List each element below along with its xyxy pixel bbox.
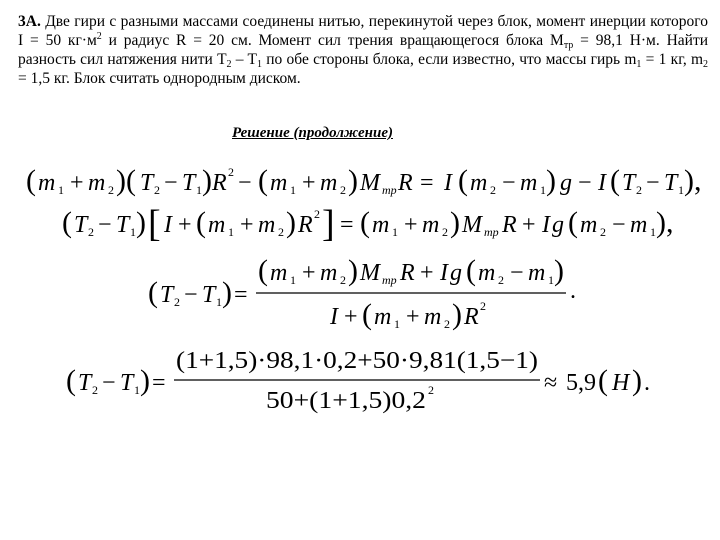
svg-text:1: 1 bbox=[228, 225, 234, 239]
svg-text:m: m bbox=[320, 170, 338, 196]
svg-text:g: g bbox=[560, 170, 572, 196]
svg-text:]: ] bbox=[322, 203, 335, 245]
equation-4 bbox=[66, 348, 650, 414]
svg-text:+: + bbox=[302, 260, 316, 286]
svg-text:1: 1 bbox=[130, 225, 136, 239]
svg-text:+: + bbox=[344, 304, 358, 330]
svg-text:+: + bbox=[420, 260, 434, 286]
svg-text:[: [ bbox=[148, 203, 161, 245]
svg-text:M: M bbox=[360, 170, 380, 196]
svg-text:M: M bbox=[462, 212, 482, 238]
svg-text:(: ( bbox=[196, 206, 206, 239]
svg-text:M: M bbox=[360, 260, 380, 286]
svg-text:m: m bbox=[88, 170, 106, 196]
svg-text:T: T bbox=[202, 282, 216, 308]
svg-text:2: 2 bbox=[340, 183, 346, 197]
svg-text:R: R bbox=[298, 212, 313, 238]
svg-text:2: 2 bbox=[154, 183, 160, 197]
svg-text:R: R bbox=[212, 170, 227, 196]
svg-text:m: m bbox=[422, 212, 440, 238]
svg-text:2: 2 bbox=[278, 225, 284, 239]
equation-1 bbox=[26, 164, 702, 197]
result-value: 5,9 bbox=[566, 370, 596, 396]
svg-text:2: 2 bbox=[480, 299, 486, 313]
svg-text:2: 2 bbox=[228, 165, 234, 179]
svg-text:−: − bbox=[646, 170, 660, 196]
svg-text:T: T bbox=[160, 282, 174, 308]
svg-text:−: − bbox=[164, 170, 178, 196]
svg-text:+: + bbox=[178, 212, 192, 238]
svg-text:=: = bbox=[420, 170, 434, 196]
svg-text:1: 1 bbox=[290, 273, 296, 287]
svg-text:R: R bbox=[502, 212, 517, 238]
svg-text:2: 2 bbox=[92, 383, 98, 397]
svg-text:): ) bbox=[348, 164, 358, 197]
problem-line-2: инерции которого I = 50 $кг\cdot м^2$ и радиус R = 20 см. Момент сил трения вращающегося bbox=[18, 13, 709, 49]
svg-text:): ) bbox=[136, 206, 146, 239]
svg-text:1: 1 bbox=[290, 183, 296, 197]
svg-text:−: − bbox=[578, 170, 592, 196]
svg-text:): ) bbox=[286, 206, 296, 239]
svg-text:I: I bbox=[440, 260, 448, 286]
svg-text:I: I bbox=[330, 304, 338, 330]
svg-text:m: m bbox=[478, 260, 496, 286]
svg-text:+: + bbox=[70, 170, 84, 196]
svg-text:1: 1 bbox=[650, 225, 656, 239]
svg-text:=: = bbox=[234, 282, 248, 308]
svg-text:T: T bbox=[182, 170, 196, 196]
svg-text:1: 1 bbox=[540, 183, 546, 197]
svg-text:): ) bbox=[348, 254, 358, 287]
svg-text:2: 2 bbox=[636, 183, 642, 197]
svg-text:T: T bbox=[664, 170, 678, 196]
numeric-denominator: 50+(1+1,5)0,2 bbox=[266, 388, 426, 414]
svg-text:R: R bbox=[464, 304, 479, 330]
problem-line-4: если известно, что массы гирь $m_1 = 1$ кг, $m_2 = 1,5$ кг. Блок считать однородным диском. bbox=[18, 51, 708, 87]
svg-text:): ) bbox=[632, 364, 642, 397]
svg-text:−: − bbox=[102, 370, 116, 396]
svg-text:): ) bbox=[140, 364, 150, 397]
svg-text:(: ( bbox=[148, 276, 158, 309]
svg-text:R: R bbox=[400, 260, 415, 286]
svg-text:): ) bbox=[452, 298, 462, 331]
svg-text:(: ( bbox=[62, 206, 72, 239]
equation-3 bbox=[148, 254, 576, 331]
solution-heading: Решение (продолжение) bbox=[232, 125, 393, 141]
svg-text:2: 2 bbox=[340, 273, 346, 287]
svg-text:тр: тр bbox=[382, 273, 397, 287]
svg-text:T: T bbox=[116, 212, 130, 238]
svg-text:−: − bbox=[502, 170, 516, 196]
svg-text:+: + bbox=[404, 212, 418, 238]
svg-text:(: ( bbox=[598, 364, 608, 397]
svg-text:),: ), bbox=[684, 164, 702, 197]
svg-text:−: − bbox=[510, 260, 524, 286]
svg-text:(: ( bbox=[466, 254, 476, 287]
svg-text:I: I bbox=[444, 170, 452, 196]
svg-text:m: m bbox=[520, 170, 538, 196]
svg-text:1: 1 bbox=[678, 183, 684, 197]
svg-text:(: ( bbox=[26, 164, 36, 197]
svg-text:m: m bbox=[270, 260, 288, 286]
problem-line-3: блока $M_{тр} = 98,1$ Н·м. Найти разность сил натяжения нити $T_2 - T_1$ по обе стороны блока, bbox=[18, 32, 709, 70]
svg-text:m: m bbox=[270, 170, 288, 196]
svg-text:.: . bbox=[644, 370, 650, 396]
svg-text:1: 1 bbox=[58, 183, 64, 197]
svg-text:.: . bbox=[570, 278, 576, 304]
svg-text:2: 2 bbox=[600, 225, 606, 239]
svg-text:I: I bbox=[542, 212, 550, 238]
svg-text:2: 2 bbox=[108, 183, 114, 197]
svg-text:m: m bbox=[38, 170, 56, 196]
svg-text:m: m bbox=[372, 212, 390, 238]
svg-text:T: T bbox=[622, 170, 636, 196]
svg-text:2: 2 bbox=[442, 225, 448, 239]
svg-text:2: 2 bbox=[174, 295, 180, 309]
svg-text:тр: тр bbox=[382, 183, 397, 197]
svg-text:1: 1 bbox=[216, 295, 222, 309]
svg-text:1: 1 bbox=[196, 183, 202, 197]
denominator-exponent: 2 bbox=[428, 383, 434, 397]
svg-text:): ) bbox=[222, 276, 232, 309]
svg-text:m: m bbox=[528, 260, 546, 286]
svg-text:m: m bbox=[208, 212, 226, 238]
svg-text:T: T bbox=[140, 170, 154, 196]
svg-text:2: 2 bbox=[498, 273, 504, 287]
svg-text:2: 2 bbox=[88, 225, 94, 239]
problem-line-1: Две гири с разными массами соединены нитью, перекинутой через блок, момент bbox=[45, 13, 586, 30]
result-unit: H bbox=[612, 370, 630, 396]
svg-text:T: T bbox=[120, 370, 134, 396]
svg-text:1: 1 bbox=[392, 225, 398, 239]
svg-text:): ) bbox=[202, 164, 212, 197]
svg-text:(: ( bbox=[458, 164, 468, 197]
svg-text:−: − bbox=[612, 212, 626, 238]
svg-text:+: + bbox=[522, 212, 536, 238]
svg-text:(: ( bbox=[258, 254, 268, 287]
svg-text:2: 2 bbox=[314, 207, 320, 221]
svg-text:m: m bbox=[258, 212, 276, 238]
svg-text:=: = bbox=[340, 212, 354, 238]
svg-text:),: ), bbox=[656, 206, 674, 239]
svg-text:I: I bbox=[598, 170, 606, 196]
problem-number: 3А. bbox=[18, 13, 41, 30]
svg-text:−: − bbox=[98, 212, 112, 238]
svg-text:−: − bbox=[184, 282, 198, 308]
svg-text:1: 1 bbox=[134, 383, 140, 397]
svg-text:−: − bbox=[238, 170, 252, 196]
svg-text:m: m bbox=[630, 212, 648, 238]
svg-text:): ) bbox=[554, 254, 564, 287]
svg-text:(: ( bbox=[610, 164, 620, 197]
numeric-numerator: (1+1,5)·98,1·0,2+50·9,81(1,5−1) bbox=[176, 348, 538, 374]
svg-text:): ) bbox=[450, 206, 460, 239]
svg-text:g: g bbox=[450, 260, 462, 286]
svg-text:1: 1 bbox=[548, 273, 554, 287]
svg-text:+: + bbox=[406, 304, 420, 330]
svg-text:g: g bbox=[552, 212, 564, 238]
svg-text:m: m bbox=[320, 260, 338, 286]
svg-text:=: = bbox=[152, 370, 166, 396]
svg-text:(: ( bbox=[362, 298, 372, 331]
svg-text:I: I bbox=[164, 212, 172, 238]
svg-text:R: R bbox=[398, 170, 413, 196]
svg-text:+: + bbox=[302, 170, 316, 196]
svg-text:m: m bbox=[374, 304, 392, 330]
equation-2 bbox=[62, 203, 674, 245]
svg-text:)(: )( bbox=[116, 164, 136, 197]
svg-text:m: m bbox=[470, 170, 488, 196]
svg-text:(: ( bbox=[258, 164, 268, 197]
svg-text:1: 1 bbox=[394, 317, 400, 331]
svg-text:2: 2 bbox=[490, 183, 496, 197]
svg-text:(: ( bbox=[568, 206, 578, 239]
svg-text:+: + bbox=[240, 212, 254, 238]
svg-text:T: T bbox=[74, 212, 88, 238]
svg-text:(: ( bbox=[66, 364, 76, 397]
approx-sign: ≈ bbox=[544, 370, 558, 396]
svg-text:): ) bbox=[546, 164, 556, 197]
svg-text:m: m bbox=[424, 304, 442, 330]
svg-text:(: ( bbox=[360, 206, 370, 239]
svg-text:T: T bbox=[78, 370, 92, 396]
svg-text:m: m bbox=[580, 212, 598, 238]
svg-text:2: 2 bbox=[444, 317, 450, 331]
svg-text:тр: тр bbox=[484, 225, 499, 239]
